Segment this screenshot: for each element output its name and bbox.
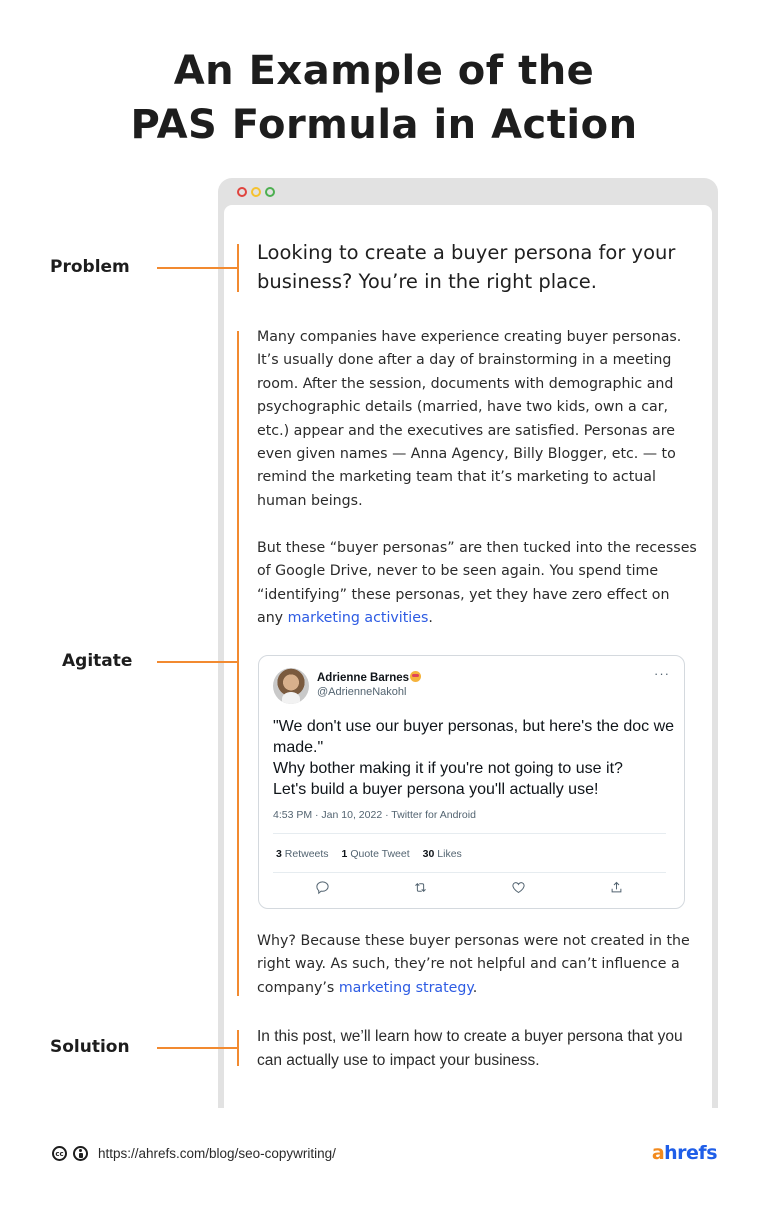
- agitate-paragraph-3: [257, 930, 697, 1000]
- logo-a: a: [651, 1142, 665, 1164]
- more-options-icon[interactable]: ···: [654, 666, 670, 681]
- cc-icon: cc: [52, 1146, 67, 1161]
- tweet-text-line: "We don't use our buyer personas, but here's the doc we made.": [273, 718, 675, 756]
- tweet-text: [273, 716, 678, 800]
- source-url[interactable]: https://ahrefs.com/blog/seo-copywriting/: [98, 1146, 336, 1161]
- solution-bracket: [237, 1030, 239, 1066]
- close-dot-icon: [237, 187, 247, 197]
- stat-label: Quote Tweet: [350, 848, 410, 860]
- maximize-dot-icon: [265, 187, 275, 197]
- title-line-2: PAS Formula in Action: [130, 102, 638, 148]
- problem-label: Problem: [50, 257, 130, 277]
- retweets-stat[interactable]: [276, 848, 329, 860]
- problem-bracket: [237, 244, 239, 292]
- page-title: [0, 44, 768, 152]
- ahrefs-logo[interactable]: [652, 1142, 717, 1164]
- article-headline: Looking to create a buyer persona for your business? You’re in the right place.: [257, 241, 676, 293]
- footer-attribution: [52, 1146, 336, 1161]
- paragraph-text: .: [428, 610, 433, 627]
- agitate-paragraph-2: [257, 537, 697, 631]
- solution-label: Solution: [50, 1037, 130, 1057]
- minimize-dot-icon: [251, 187, 261, 197]
- quote-tweets-stat[interactable]: [342, 848, 410, 860]
- reply-icon[interactable]: [315, 880, 330, 900]
- divider: [273, 872, 666, 873]
- tweet-author-handle[interactable]: @AdrienneNakohl: [317, 686, 407, 698]
- tweet-actions: [273, 878, 666, 902]
- divider: [273, 833, 666, 834]
- solution-connector: [157, 1047, 238, 1049]
- likes-stat[interactable]: [423, 848, 462, 860]
- author-name-text: Adrienne Barnes: [317, 672, 410, 684]
- agitate-bracket: [237, 331, 239, 996]
- paragraph-text: .: [472, 979, 478, 996]
- marketing-strategy-link[interactable]: marketing strategy: [338, 979, 473, 996]
- embedded-tweet: [258, 655, 685, 909]
- like-icon[interactable]: [511, 880, 526, 900]
- logo-hrefs: hrefs: [664, 1142, 717, 1164]
- stat-count: 30: [422, 848, 435, 860]
- window-controls: [237, 187, 275, 197]
- stat-label: Retweets: [284, 848, 329, 860]
- problem-connector: [157, 267, 238, 269]
- share-icon[interactable]: [609, 880, 624, 900]
- avatar[interactable]: [273, 668, 309, 704]
- title-line-1: An Example of the: [173, 48, 595, 94]
- attribution-icon: [73, 1146, 88, 1161]
- stat-count: 1: [341, 848, 348, 860]
- tweet-text-line: Why bother making it if you're not going to use it?: [273, 760, 623, 777]
- tweet-stats: [276, 848, 462, 860]
- marketing-activities-link[interactable]: marketing activities: [287, 610, 429, 627]
- solution-paragraph: In this post, we’ll learn how to create a buyer persona that you can actually use to impact your business.: [257, 1028, 683, 1069]
- agitate-connector: [157, 661, 238, 663]
- smiling-emoji-icon: [410, 671, 421, 682]
- stat-label: Likes: [437, 848, 462, 860]
- tweet-text-line: Let's build a buyer persona you'll actually use!: [273, 781, 599, 798]
- agitate-label: Agitate: [62, 651, 133, 671]
- retweet-icon[interactable]: [413, 880, 428, 900]
- paragraph-text: Why? Because these buyer personas were not created in the right way. As such, they’re not helpful and can’t influence a company’s: [257, 933, 690, 996]
- stat-count: 3: [276, 848, 282, 860]
- paragraph-text: But these “buyer personas” are then tucked into the recesses of Google Drive, never to be seen again. You spend time “identifying” these personas, yet they have zero effect on any: [257, 540, 697, 627]
- tweet-author-name[interactable]: [317, 671, 421, 684]
- agitate-paragraph-1: Many companies have experience creating buyer personas. It’s usually done after a day of brainstorming in a meeting room. After the session, documents with demographic and psychographic details (married, have two kids, own a car, etc.) appear and the executives are satisfied. Personas are even given names — Anna Agency, Billy Blogger, etc. — to remind the marketing team that it’s marketing to actual human beings.: [257, 329, 682, 509]
- tweet-timestamp[interactable]: 4:53 PM · Jan 10, 2022 · Twitter for Android: [273, 809, 476, 821]
